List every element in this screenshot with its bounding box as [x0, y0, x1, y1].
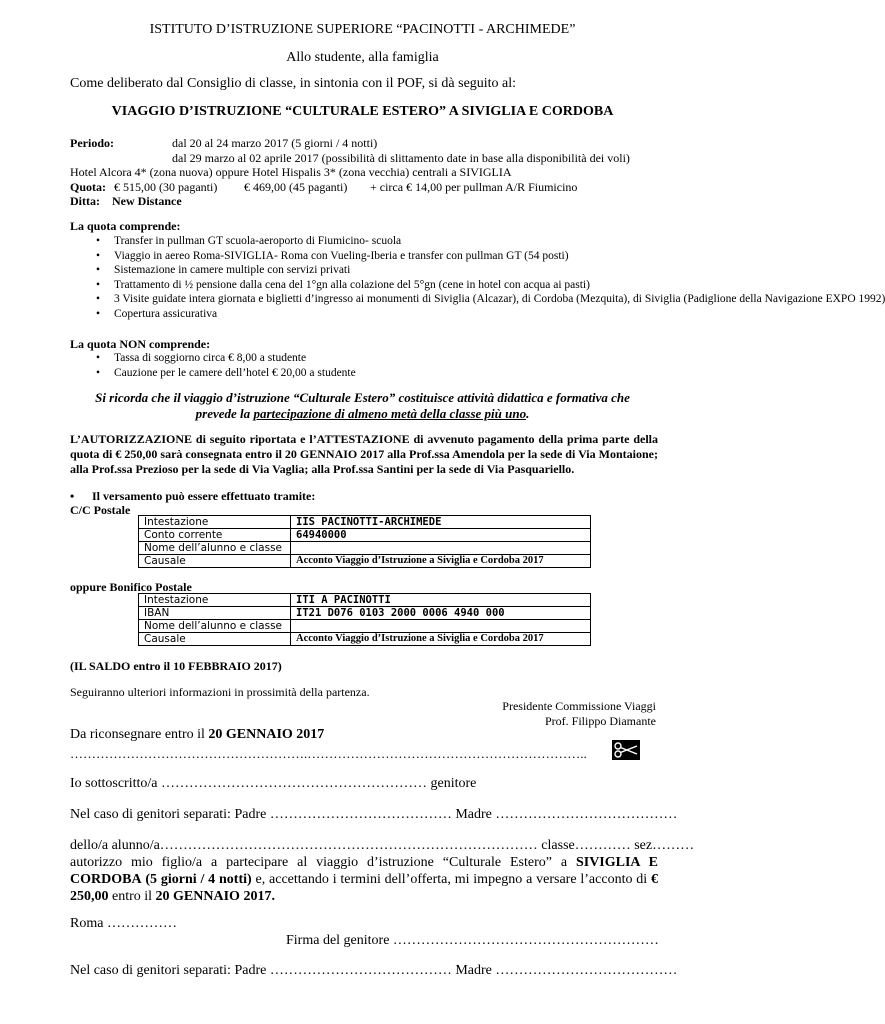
separati-line-1: Nel caso di genitori separati: Padre ………………………………… Madre ………………………………… — [70, 807, 678, 822]
periodo-line-1: dal 20 al 24 marzo 2017 (5 giorni / 4 notti) — [172, 136, 378, 150]
cc-nome-value — [291, 542, 591, 555]
return-deadline: Da riconsegnare entro il 20 GENNAIO 2017 — [70, 727, 325, 742]
comprende-list — [92, 234, 885, 322]
institute-name: ISTITUTO D’ISTRUZIONE SUPERIORE “PACINOTTI - ARCHIMEDE” — [149, 22, 576, 37]
table-row — [139, 607, 591, 620]
non-comprende-heading: La quota NON comprende: — [70, 337, 211, 351]
bonifico-intestazione-label: Intestazione — [139, 594, 291, 607]
bonifico-iban-label: IBAN — [139, 607, 291, 620]
cc-intestazione-value: IIS PACINOTTI-ARCHIMEDE — [291, 516, 591, 529]
sottoscritto-line: Io sottoscritto/a ………………………………………………… genitore — [70, 776, 477, 791]
quota-label: Quota: — [70, 180, 106, 194]
cc-title: C/C Postale — [70, 503, 131, 517]
addressee: Allo studente, alla famiglia — [286, 50, 439, 65]
bonifico-nome-value — [291, 620, 591, 633]
bonifico-causale-label: Causale — [139, 633, 291, 646]
reminder-line-1: Si ricorda che il viaggio d’istruzione “Culturale Estero” costituisce attività didattica e formativa che — [95, 390, 630, 405]
table-row — [139, 594, 591, 607]
table-row — [139, 555, 591, 568]
quota-30: € 515,00 (30 paganti) — [114, 180, 218, 194]
bonifico-nome-label: Nome dell’alunno e classe — [139, 620, 291, 633]
cc-nome-label: Nome dell’alunno e classe — [139, 542, 291, 555]
cc-table — [138, 515, 591, 568]
list-item: • Trattamento di ½ pensione dalla cena del 1°gn alla colazione del 5°gn (cene in hotel con acqua ai pasti) — [92, 278, 657, 293]
list-item: • Sistemazione in camere multiple con servizi privati — [92, 263, 657, 278]
payment-intro: • Il versamento può essere effettuato tramite: — [70, 489, 316, 503]
list-item: • Viaggio in aereo Roma-SIVIGLIA- Roma con Vueling-Iberia e transfer con pullman GT (54 posti) — [92, 249, 657, 264]
bonifico-iban-value: IT21 D076 0103 2000 0006 4940 000 — [291, 607, 591, 620]
reminder-line-2: prevede la partecipazione di almeno metà della classe più uno. — [195, 406, 530, 421]
bonifico-causale-value: Acconto Viaggio d’Istruzione a Siviglia e Cordoba 2017 — [291, 633, 591, 646]
table-row — [139, 620, 591, 633]
firma-line: Firma del genitore ………………………………………………… — [286, 933, 659, 948]
table-row — [139, 516, 591, 529]
hotel-line: Hotel Alcora 4* (zona nuova) oppure Hotel Hispalis 3* (zona vecchia) centrali a SIVIGLIA — [70, 165, 512, 179]
cut-line: ……………………………………………….……………………………………………………….. — [70, 746, 587, 761]
alunno-line: dello/a alunno/a……………………………………………………………………… classe………… sez……… — [70, 838, 695, 853]
ditta-label: Ditta: — [70, 194, 100, 208]
table-row — [139, 529, 591, 542]
table-row — [139, 633, 591, 646]
bonifico-title: oppure Bonifico Postale — [70, 580, 192, 594]
saldo-text: (IL SALDO entro il 10 FEBBRAIO 2017) — [70, 659, 282, 673]
list-item: • Cauzione per le camere dell’hotel € 20,00 a studente — [92, 366, 657, 381]
trip-title: VIAGGIO D’ISTRUZIONE “CULTURALE ESTERO” A SIVIGLIA E CORDOBA — [111, 104, 614, 119]
intro-text: Come deliberato dal Consiglio di classe, in sintonia con il POF, si dà seguito al: — [70, 76, 517, 91]
quota-pullman: + circa € 14,00 per pullman A/R Fiumicino — [370, 180, 578, 194]
periodo-line-2: dal 29 marzo al 02 aprile 2017 (possibilità di slittamento date in base alla disponibilità dei voli) — [172, 151, 630, 165]
ditta-value: New Distance — [112, 194, 182, 208]
scissors-icon — [612, 740, 640, 760]
list-item: • Copertura assicurativa — [92, 307, 657, 322]
list-item: • Transfer in pullman GT scuola-aeroporto di Fiumicino- scuola — [92, 234, 657, 249]
list-item: • 3 Visite guidate intera giornata e biglietti d’ingresso ai monumenti di Siviglia (Alcazar), di Cordoba (Mezquita), di Siviglia (Padiglione della Navigazione EXPO 1992) — [92, 292, 657, 307]
signature-name: Prof. Filippo Diamante — [545, 714, 656, 728]
separati-line-2: Nel caso di genitori separati: Padre ………………………………… Madre ………………………………… — [70, 963, 678, 978]
info-text: Seguiranno ulteriori informazioni in prossimità della partenza. — [70, 685, 370, 699]
cc-causale-label: Causale — [139, 555, 291, 568]
cc-conto-value: 64940000 — [291, 529, 591, 542]
autorizzo-text: autorizzo mio figlio/a a partecipare al viaggio d’istruzione “Culturale Estero” a SIVIGLIA E CORDOBA (5 giorni / 4 notti) e, accettando i termini dell’offerta, mi impegno a versare l’acconto di € 250,00 entro il 20 GENNAIO 2017. — [70, 855, 658, 904]
cc-conto-label: Conto corrente — [139, 529, 291, 542]
bonifico-table — [138, 593, 591, 646]
comprende-heading: La quota comprende: — [70, 219, 181, 233]
non-comprende-list — [92, 351, 657, 380]
table-row — [139, 542, 591, 555]
periodo-label: Periodo: — [70, 136, 114, 150]
authorization-text: L’AUTORIZZAZIONE di seguito riportata e l’ATTESTAZIONE di avvenuto pagamento della prima parte della quota di € 250,00 sarà consegnata entro il 20 GENNAIO 2017 alla Prof.ssa Amendola per la sede di Via Montaione; alla Prof.ssa Prezioso per la sede di Via Vaglia; alla Prof.ssa Santini per la sede di Via Pasquariello. — [70, 432, 658, 476]
roma-line: Roma …………… — [70, 916, 177, 931]
quota-45: € 469,00 (45 paganti) — [244, 180, 348, 194]
signature-role: Presidente Commissione Viaggi — [502, 699, 656, 713]
list-item: • Tassa di soggiorno circa € 8,00 a studente — [92, 351, 657, 366]
bonifico-intestazione-value: ITI A PACINOTTI — [291, 594, 591, 607]
cc-intestazione-label: Intestazione — [139, 516, 291, 529]
cc-causale-value: Acconto Viaggio d’Istruzione a Siviglia e Cordoba 2017 — [291, 555, 591, 568]
